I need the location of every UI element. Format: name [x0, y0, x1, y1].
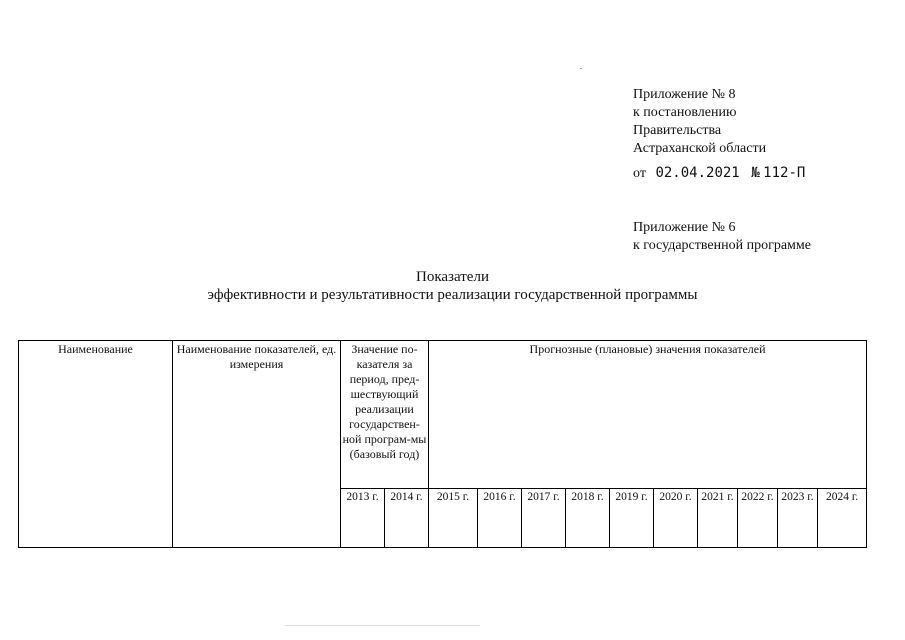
header-line: к постановлению — [633, 105, 737, 120]
scan-speck — [580, 68, 582, 69]
year-cell: 2013 г. — [341, 489, 385, 548]
title-line: Показатели — [416, 269, 489, 285]
document-date: 02.04.2021 — [655, 165, 740, 181]
year-cell: 2019 г. — [610, 489, 654, 548]
scan-noise — [285, 625, 480, 626]
indicators-table — [18, 340, 867, 548]
number-prefix: № — [751, 165, 760, 181]
year-cell: 2014 г. — [385, 489, 429, 548]
header-date-line — [633, 164, 811, 183]
header-cell-base: Значение по-казателя за период, пред-шествующий реализации государствен-ной програм-мы (базовый год) — [341, 341, 429, 489]
title-line: эффективности и результативности реализации государственной программы — [207, 287, 698, 303]
year-cell: 2018 г. — [566, 489, 610, 548]
header-line: Приложение № 6 — [633, 220, 736, 235]
header-line: Правительства — [633, 123, 722, 138]
document-header — [633, 86, 811, 255]
year-cell: 2015 г. — [429, 489, 478, 548]
document-title — [0, 268, 905, 304]
year-cell: 2022 г. — [738, 489, 778, 548]
year-cell: 2020 г. — [654, 489, 698, 548]
year-cell: 2023 г. — [778, 489, 818, 548]
date-prefix: от — [633, 166, 646, 181]
header-cell-forecast: Прогнозные (плановые) значения показателей — [429, 341, 867, 489]
year-cell: 2016 г. — [478, 489, 522, 548]
year-cell: 2017 г. — [522, 489, 566, 548]
year-cell: 2021 г. — [698, 489, 738, 548]
header-line: к государственной программе — [633, 238, 811, 253]
header-cell-indicators: Наименование показателей, ед. измерения — [173, 341, 341, 548]
header-line: Астраханской области — [633, 141, 767, 156]
year-cell: 2024 г. — [818, 489, 867, 548]
header-cell-name: Наименование — [19, 341, 173, 548]
header-line: Приложение № 8 — [633, 87, 736, 102]
document-number: 112-П — [763, 165, 806, 181]
